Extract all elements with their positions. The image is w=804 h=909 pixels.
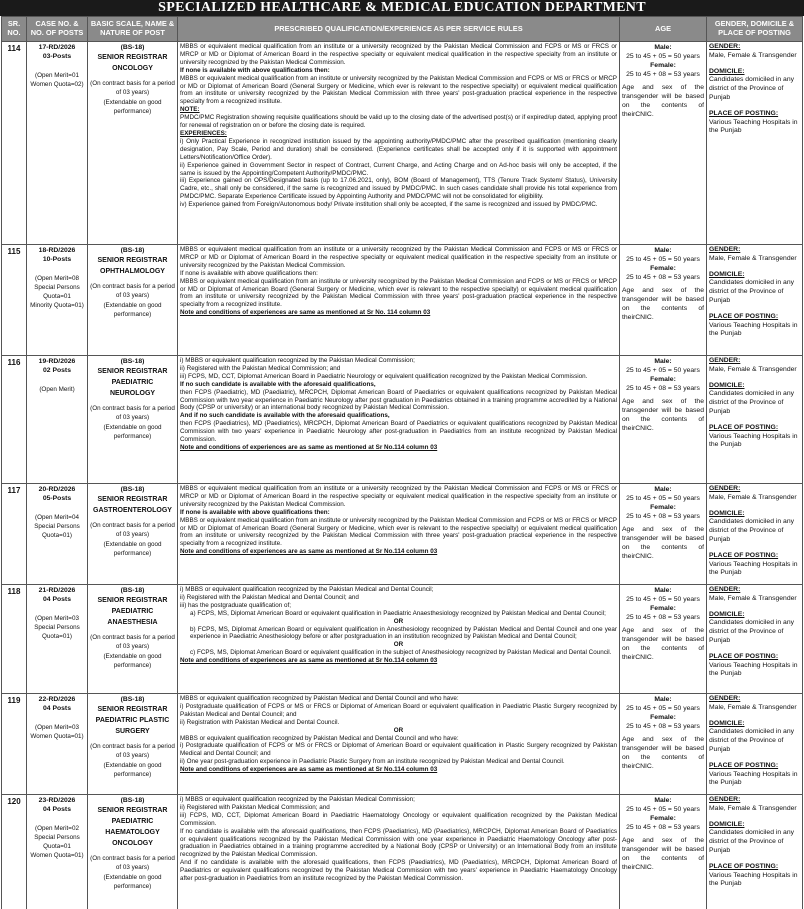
qualification-text: If no candidate is available with the aforesaid qualifications, then FCPS (Paediatrics), MD (Paediatrics), MRCPCH, Diplomat American Board of Paediatrics or equivalent qualifications recognized by the Pakistan Medical Commission with one year experience in Paediatric Haematology Oncology after post-graduation in Paediatrics obtained in a training programme accredited by a National Body (CPSP or University) or an International Body from an institute recognized by the Pakistan Medical Commission. [180, 827, 617, 859]
qualification-text: then FCPS (Paediatric), MD (Paediatric), MRCPCH, Diplomat American Board of Paediatrics or equivalent qualifications recognized by Pakistan Medical Commission with two year experience in Paediatric Neurology after post graduation in Paediatrics obtained in a training programme accredited by a National Body (CPSP or university) or an international body recognized by Pakistan Medical Commission. [180, 388, 617, 412]
no-of-posts: 04 Posts [43, 806, 71, 813]
male-age: 25 to 45 + 05 = 50 years [626, 495, 700, 502]
extendable-note: (Extendable on good performance) [103, 423, 162, 441]
quota-line: Women Quota=02) [30, 81, 84, 88]
qualification-item: i) Postgraduate qualification of FCPS or MS or FRCS or Diplomat of American Board or equivalent qualification in Plastic Surgery recognized by Pakistan Medical and Dental Council; and [180, 742, 617, 758]
posting-value: Various Teaching Hospitals in the Punjab [709, 118, 798, 135]
posting-label: PLACE OF POSTING: [709, 423, 779, 431]
qualification-text: then FCPS (Paediatrics), MD (Paediatrics), MRCPCH, Diplomat American Board of Paediatrics or equivalent qualifications recognized by Pakistan Medical Commission with two years' experience in Paediatric Neurology after post-graduation in Paediatrics from an institute recognized by Pakistan Medical Commission. [180, 420, 617, 444]
experience-item: i) Only Practical Experience in recognized institution issued by the appointing authority/PMDC/PMC after the prescribed qualification (mentioning clearly designation, Pay Scale, Period and duration) shall be considered. (Experience certificates shall be accepted only if it is supported with appointment Letters/Notification/Office Order). [180, 137, 617, 161]
transgender-age-note: Age and sex of the transgender will be based on the contents of theirCNIC. [622, 837, 704, 871]
male-age: 25 to 45 + 05 = 50 years [626, 806, 700, 813]
qualification-cell [178, 585, 620, 694]
header-post: BASIC SCALE, NAME & NATURE OF POST [88, 17, 178, 42]
quota-line: (Open Merit=04 [35, 514, 79, 521]
experience-note: Note and conditions of experiences are as same as mentioned at Sr No.114 column 03 [180, 766, 438, 774]
contract-note: (On contract basis for a period of 03 years) [90, 405, 175, 422]
age-cell [620, 245, 707, 356]
gender-value: Male, Female & Transgender [709, 804, 797, 812]
gender-label: GENDER: [709, 586, 741, 593]
case-cell [27, 245, 88, 356]
gender-value: Male, Female & Transgender [709, 254, 797, 262]
basic-scale: (BS-18) [120, 247, 145, 254]
qualification-text: MBBS or equivalent medical qualification from an institute or university recognized by the Pakistan Medical Commission and FCPS or MS or FRCS or MRCP or MD or Diplomat of American Board (General Surgery or Medicine, which ever is relevant to the respective specialty) or equivalent medical qualification from an institute or university recognized by the Pakistan Medical Commission with three years' post-graduation practical experience in the respective specialty from a recognized institute. [180, 516, 617, 548]
qualification-text: MBBS or equivalent medical qualification from an institute or a university recognized by the Pakistan Medical Commission and FCPS or MS or FRCS or MRCP or MD or Diplomat of American Board in the respective specialty or equivalent medical qualification in the respective specialty from an institute or university recognized by the Pakistan Medical Commission. [180, 246, 617, 269]
no-of-posts: 04 Posts [43, 596, 71, 603]
table-header-row [2, 17, 803, 42]
transgender-age-note: Age and sex of the transgender will be based on the contents of theirCNIC. [622, 736, 704, 770]
gender-value: Male, Female & Transgender [709, 594, 797, 602]
qualification-item: ii) Registration with Pakistan Medical and Dental Council. [180, 718, 340, 726]
post-name: SENIOR REGISTRAR PAEDIATRIC NEUROLOGY [97, 368, 168, 397]
header-sr-no: SR. NO. [2, 17, 27, 42]
table-row [2, 42, 803, 245]
age-cell [620, 484, 707, 585]
post-name: SENIOR REGISTRAR PAEDIATRIC PLASTIC SURGERY [95, 706, 170, 735]
quota-line: Special Persons Quota=01 [34, 284, 80, 300]
male-age: 25 to 45 + 05 = 50 years [626, 705, 700, 712]
note-heading: NOTE: [180, 106, 200, 114]
post-name: SENIOR REGISTRAR PAEDIATRIC ANAESTHESIA [97, 597, 168, 626]
qualification-item: ii) Registered with Pakistan Medical Commission; and [180, 803, 330, 811]
female-label: Female: [650, 265, 676, 272]
post-cell [88, 484, 178, 585]
gender-cell [707, 245, 803, 356]
posting-label: PLACE OF POSTING: [709, 761, 779, 769]
quota-line: Minority Quota=01) [30, 302, 84, 309]
male-label: Male: [654, 587, 672, 594]
posts-table [1, 16, 803, 909]
posting-value: Various Teaching Hospitals in the Punjab [709, 560, 798, 577]
case-no: 19-RD/2026 [38, 358, 76, 365]
qualification-cell [178, 245, 620, 356]
sr-no: 119 [2, 694, 27, 795]
extendable-note: (Extendable on good performance) [103, 540, 162, 558]
age-cell [620, 585, 707, 694]
header-qualification: PRESCRIBED QUALIFICATION/EXPERIENCE AS PER SERVICE RULES [178, 17, 620, 42]
qualification-text: MBBS or equivalent medical qualification from an institute or a university recognized by the Pakistan Medical Commission and FCPS or MS or FRCS or MRCP or MD or Diplomat of American Board in the respective specialty or equivalent medical qualification in the respective specialty from an institute or university recognized by the Pakistan Medical Commission. [180, 43, 617, 66]
gender-value: Male, Female & Transgender [709, 703, 797, 711]
qualification-cell [178, 795, 620, 909]
quota-line: (Open Merit=08 [35, 275, 79, 282]
gender-value: Male, Female & Transgender [709, 493, 797, 501]
gender-label: GENDER: [709, 43, 741, 50]
gender-cell [707, 356, 803, 484]
table-row [2, 795, 803, 909]
basic-scale: (BS-18) [120, 358, 145, 365]
female-label: Female: [650, 504, 676, 511]
post-cell [88, 245, 178, 356]
qualification-subheading: If no such candidate is available with the aforesaid qualifications, [180, 380, 376, 388]
domicile-label: DOMICILE: [709, 270, 745, 278]
female-label: Female: [650, 376, 676, 383]
male-label: Male: [654, 797, 672, 804]
qualification-text: MBBS or equivalent qualification recognized by Pakistan Medical and Dental Council and who have: [180, 695, 459, 702]
qualification-item: i) MBBS or equivalent qualification recognized by the Pakistan Medical Commission; [180, 357, 415, 364]
qualification-item: ii) One year post-graduation experience in Paediatric Plastic Surgery from an institute recognized by Pakistan Medical and Dental Council. [180, 758, 565, 766]
case-cell [27, 795, 88, 909]
posting-value: Various Teaching Hospitals in the Punjab [709, 871, 798, 888]
gender-label: GENDER: [709, 246, 741, 253]
qualification-text: MBBS or equivalent medical qualification from an institute or university recognized by the Pakistan Medical Commission and FCPS or MS or FRCS or MRCP or MD or Diplomat of American Board (General Surgery or Medicine, which ever is relevant to the respective specialty) or equivalent medical qualification from an institute or university recognized by the Pakistan Medical Commission with three years' post-graduation practical experience in the respective specialty from a recognized institute. [180, 74, 617, 106]
female-age: 25 to 45 + 08 = 53 years [626, 824, 700, 831]
qualification-item: iii) FCPS, MD, CCT, Diplomat American Board in Paediatric Neurology or equivalent qualification recognized by the Pakistan Medical Commission. [180, 372, 588, 380]
posting-label: PLACE OF POSTING: [709, 312, 779, 320]
gender-cell [707, 694, 803, 795]
domicile-value: Candidates domiciled in any district of the Province of Punjab [709, 279, 795, 304]
table-row [2, 694, 803, 795]
qualification-subheading: If none is available with above qualifications then: [180, 508, 330, 516]
female-age: 25 to 45 + 08 = 53 years [626, 513, 700, 520]
qualification-option-a: a) FCPS, MS, Diplomat American Board or equivalent qualification in Paediatric Anaesthesiology recognized by Pakistan Medical and Dental Council; [190, 609, 606, 617]
post-cell [88, 795, 178, 909]
female-age: 25 to 45 + 08 = 53 years [626, 614, 700, 621]
sr-no: 118 [2, 585, 27, 694]
gender-cell [707, 585, 803, 694]
experience-item: iii) Experience gained on OPS/Designated basis (up to 17.06.2021, only), BOM (Board of Management), TTS (Tenure Track System/ Status), University Cadre, etc., shall only be considered, if the same is recognized and issued by PMDC/PMC. In such cases candidate shall provide his total experience from PMDC/PMC. Separate Experience Certificate issued by Appointing Authority and PMDC/PMC will not be consolidated for eligibility. [180, 177, 617, 201]
female-label: Female: [650, 815, 676, 822]
domicile-label: DOMICILE: [709, 509, 745, 517]
contract-note: (On contract basis for a period of 03 years) [90, 743, 175, 760]
age-cell [620, 795, 707, 909]
qualification-cell [178, 356, 620, 484]
contract-note: (On contract basis for a period of 03 years) [90, 522, 175, 539]
age-cell [620, 694, 707, 795]
post-cell [88, 42, 178, 245]
domicile-value: Candidates domiciled in any district of the Province of Punjab [709, 390, 795, 415]
qualification-subheading: If none is available with above qualifications then: [180, 269, 318, 277]
female-label: Female: [650, 62, 676, 69]
posting-value: Various Teaching Hospitals in the Punjab [709, 661, 798, 678]
basic-scale: (BS-18) [120, 486, 145, 493]
case-no: 22-RD/2026 [38, 696, 76, 703]
posting-value: Various Teaching Hospitals in the Punjab [709, 321, 798, 338]
case-no: 21-RD/2026 [38, 587, 76, 594]
case-no: 20-RD/2026 [38, 486, 76, 493]
experience-note: Note and conditions of experiences are as same as mentioned at Sr No.114 column 03 [180, 657, 438, 665]
female-age: 25 to 45 + 08 = 53 years [626, 385, 700, 392]
no-of-posts: 04 Posts [43, 705, 71, 712]
extendable-note: (Extendable on good performance) [103, 652, 162, 670]
transgender-age-note: Age and sex of the transgender will be based on the contents of theirCNIC. [622, 84, 704, 118]
contract-note: (On contract basis for a period of 03 years) [90, 855, 175, 872]
male-label: Male: [654, 696, 672, 703]
quota-line: (Open Merit=03 [35, 724, 79, 731]
gender-label: GENDER: [709, 485, 741, 492]
quota-line: (Open Merit) [39, 386, 75, 393]
male-age: 25 to 45 + 05 = 50 years [626, 596, 700, 603]
domicile-value: Candidates domiciled in any district of the Province of Punjab [709, 518, 795, 543]
table-row [2, 585, 803, 694]
male-age: 25 to 45 + 05 = 50 years [626, 367, 700, 374]
extendable-note: (Extendable on good performance) [103, 98, 162, 116]
case-no: 17-RD/2026 [38, 44, 76, 51]
domicile-label: DOMICILE: [709, 719, 745, 727]
gender-label: GENDER: [709, 796, 741, 803]
transgender-age-note: Age and sex of the transgender will be based on the contents of theirCNIC. [622, 526, 704, 560]
transgender-age-note: Age and sex of the transgender will be based on the contents of theirCNIC. [622, 627, 704, 661]
or-separator: OR [393, 726, 404, 734]
qualification-item: i) MBBS or equivalent qualification recognized by the Pakistan Medical and Dental Council; [180, 586, 434, 593]
gender-cell [707, 484, 803, 585]
experience-note: Note and conditions of experiences are same as mentioned at Sr No. 114 column 03 [180, 309, 431, 317]
table-row [2, 484, 803, 585]
contract-note: (On contract basis for a period of 03 years) [90, 634, 175, 651]
quota-line: Women Quota=01) [30, 852, 84, 859]
qualification-item: i) MBBS or equivalent qualification recognized by the Pakistan Medical Commission; [180, 796, 415, 803]
transgender-age-note: Age and sex of the transgender will be based on the contents of theirCNIC. [622, 398, 704, 432]
case-cell [27, 42, 88, 245]
male-label: Male: [654, 486, 672, 493]
qualification-item: ii) Registered with the Pakistan Medical and Dental Council; and [180, 593, 359, 601]
basic-scale: (BS-18) [120, 44, 145, 51]
qualification-text: MBBS or equivalent medical qualification from an institute or a university recognized by the Pakistan Medical Commission and FCPS or MS or FRCS or MRCP or MD or Diplomat of American Board in the respective specialty or equivalent medical qualification in the respective specialty from an institute or university recognized by the Pakistan Medical Commission. [180, 485, 617, 508]
sr-no: 115 [2, 245, 27, 356]
experience-item: ii) Experience gained in Government Sector in respect of Contract, Current Charge, and Acting Charge and on Ad-hoc basis will only be accepted, if the same is issued by the Appointing/Competent Authority/PMDC/PMC. [180, 161, 617, 177]
contract-note: (On contract basis for a period of 03 years) [90, 80, 175, 97]
case-cell [27, 356, 88, 484]
case-no: 23-RD/2026 [38, 797, 76, 804]
gender-label: GENDER: [709, 357, 741, 364]
qualification-item: ii) Registered with the Pakistan Medical Commission; and [180, 364, 341, 372]
age-cell [620, 356, 707, 484]
quota-line: Women Quota=01) [30, 733, 84, 740]
case-no: 18-RD/2026 [38, 247, 76, 254]
domicile-label: DOMICILE: [709, 820, 745, 828]
contract-note: (On contract basis for a period of 03 years) [90, 283, 175, 300]
experience-note: Note and conditions of experiences are as same as mentioned at Sr No.114 column 03 [180, 548, 438, 556]
page-title: SPECIALIZED HEALTHCARE & MEDICAL EDUCATION DEPARTMENT [0, 0, 804, 16]
male-label: Male: [654, 247, 672, 254]
sr-no: 116 [2, 356, 27, 484]
no-of-posts: 03-Posts [42, 53, 72, 60]
domicile-value: Candidates domiciled in any district of the Province of Punjab [709, 76, 795, 101]
qualification-option-b: b) FCPS, MS, Diplomat American Board or equivalent qualification in Anesthesiology recognized by Pakistan Medical and Dental Council and one year experience in Paediatric Anesthesiology before or after postgraduation in an institution recognized by Pakistan Medical and Dental Council; [190, 625, 617, 641]
qualification-option-c: c) FCPS, MS, Diplomat American Board or equivalent qualification in the subject of Anesthesiology recognized by Pakistan Medical and Dental Council. [190, 649, 612, 657]
age-cell [620, 42, 707, 245]
qualification-item: iii) has the postgraduate qualification of; [180, 601, 291, 609]
sr-no: 120 [2, 795, 27, 909]
post-name: SENIOR REGISTRAR OPHTHALMOLOGY [97, 257, 168, 275]
no-of-posts: 10-Posts [42, 256, 72, 263]
qualification-subheading: If none is available with above qualifications then: [180, 66, 330, 74]
case-cell [27, 694, 88, 795]
female-label: Female: [650, 605, 676, 612]
gender-value: Male, Female & Transgender [709, 365, 797, 373]
domicile-label: DOMICILE: [709, 381, 745, 389]
quota-line: Special Persons Quota=01) [34, 624, 80, 640]
posting-label: PLACE OF POSTING: [709, 109, 779, 117]
posting-value: Various Teaching Hospitals in the Punjab [709, 770, 798, 787]
or-separator: OR [393, 617, 404, 625]
header-case-no: CASE NO. & NO. OF POSTS [27, 17, 88, 42]
basic-scale: (BS-18) [120, 587, 145, 594]
female-label: Female: [650, 714, 676, 721]
extendable-note: (Extendable on good performance) [103, 301, 162, 319]
experience-item: iv) Experience gained from Foreign/Autonomous body/ Private institution shall only be accepted, if the same is recognized and issued by PMDC/PMC. [180, 201, 598, 209]
post-cell [88, 585, 178, 694]
qualification-text: MBBS or equivalent medical qualification from an institute or university recognized by the Pakistan Medical Commission and FCPS or MS or FRCS or MRCP or MD or Diplomat of American Board (General Surgery or Medicine, which ever is relevant to the respective specialty) or equivalent medical qualification from an institute or university recognized by the Pakistan Medical Commission with three years' post-graduation practical experience in the respective specialty from a recognized institute. [180, 277, 617, 309]
quota-line: Special Persons Quota=01 [34, 834, 80, 850]
case-cell [27, 484, 88, 585]
male-age: 25 to 45 + 05 = 50 years [626, 53, 700, 60]
quota-line: Special Persons Quota=01) [34, 523, 80, 539]
qualification-cell [178, 42, 620, 245]
qualification-text: MBBS or equivalent qualification recognized by Pakistan Medical and Dental Council and who have: [180, 734, 459, 742]
no-of-posts: 05-Posts [42, 495, 72, 502]
male-label: Male: [654, 44, 672, 51]
male-age: 25 to 45 + 05 = 50 years [626, 256, 700, 263]
posting-value: Various Teaching Hospitals in the Punjab [709, 432, 798, 449]
domicile-value: Candidates domiciled in any district of the Province of Punjab [709, 728, 795, 753]
header-age: AGE [620, 17, 707, 42]
qualification-item: i) Postgraduate qualification of FCPS or MS or FRCS or Diplomat of American Board or equivalent qualification in Paediatric Plastic Surgery recognized by Pakistan Medical and Dental Council; and [180, 702, 617, 718]
post-name: SENIOR REGISTRAR ONCOLOGY [97, 54, 168, 72]
male-label: Male: [654, 358, 672, 365]
basic-scale: (BS-18) [120, 797, 145, 804]
qualification-cell [178, 694, 620, 795]
quota-line: (Open Merit=02 [35, 825, 79, 832]
sr-no: 117 [2, 484, 27, 585]
gender-label: GENDER: [709, 695, 741, 702]
header-gender-domicile: GENDER, DOMICILE & PLACE OF POSTING [707, 17, 803, 42]
qualification-item: iii) FCPS, MD, CCT, Diplomat American Board in Paediatric Haematology Oncology or equivalent qualification recognized by the Pakistan Medical Commission. [180, 811, 617, 827]
experiences-heading: EXPERIENCES: [180, 129, 227, 137]
extendable-note: (Extendable on good performance) [103, 873, 162, 891]
transgender-age-note: Age and sex of the transgender will be based on the contents of theirCNIC. [622, 287, 704, 321]
table-row [2, 356, 803, 484]
female-age: 25 to 45 + 08 = 53 years [626, 274, 700, 281]
note-text: PMDC/PMC Registration showing requisite qualifications should be valid up to the closing date of the advertised post(s) or if expired/up dated, applying proof for renewal of registration on or before the closing date is required. [180, 114, 617, 130]
gender-cell [707, 42, 803, 245]
gender-value: Male, Female & Transgender [709, 51, 797, 59]
post-cell [88, 356, 178, 484]
posting-label: PLACE OF POSTING: [709, 862, 779, 870]
quota-line: (Open Merit=03 [35, 615, 79, 622]
case-cell [27, 585, 88, 694]
female-age: 25 to 45 + 08 = 53 years [626, 723, 700, 730]
post-cell [88, 694, 178, 795]
or-separator: OR [393, 641, 404, 649]
no-of-posts: 02 Posts [43, 367, 71, 374]
experience-note: Note and conditions of experiences are as same as mentioned at Sr No.114 column 03 [180, 443, 438, 451]
post-name: SENIOR REGISTRAR PAEDIATRIC HAEMATOLOGY ONCOLOGY [97, 807, 168, 847]
domicile-value: Candidates domiciled in any district of the Province of Punjab [709, 829, 795, 854]
gender-cell [707, 795, 803, 909]
extendable-note: (Extendable on good performance) [103, 761, 162, 779]
domicile-label: DOMICILE: [709, 67, 745, 75]
posting-label: PLACE OF POSTING: [709, 551, 779, 559]
basic-scale: (BS-18) [120, 696, 145, 703]
posting-label: PLACE OF POSTING: [709, 652, 779, 660]
post-name: SENIOR REGISTRAR GASTROENTEROLOGY [93, 496, 172, 514]
sr-no: 114 [2, 42, 27, 245]
domicile-label: DOMICILE: [709, 610, 745, 618]
qualification-subheading: And if no such candidate is available with the aforesaid qualifications, [180, 412, 390, 420]
quota-line: (Open Merit=01 [35, 72, 79, 79]
domicile-value: Candidates domiciled in any district of the Province of Punjab [709, 619, 795, 644]
qualification-text: And if no candidate is available with the aforesaid qualifications, then FCPS (Paediatrics), MD (Paediatrics), MRCPCH, Diplomat American Board of Paediatrics or equivalent qualifications recognized by the Pakistan Medical Commission with two years' experience in Paediatric Haematology Oncology after post-graduation in Paediatrics from an institute recognized by the Pakistan Medical Commission. [180, 859, 617, 883]
female-age: 25 to 45 + 08 = 53 years [626, 71, 700, 78]
table-row [2, 245, 803, 356]
qualification-cell [178, 484, 620, 585]
